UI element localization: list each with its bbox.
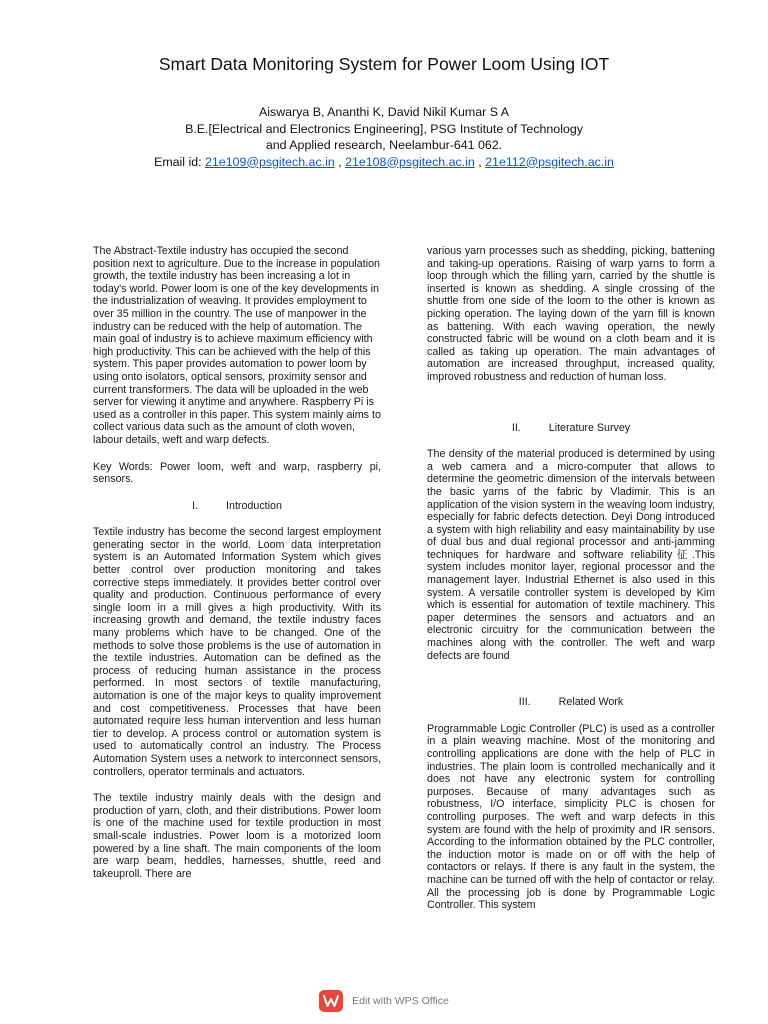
email-link-2[interactable]: 21e108@psgitech.ac.in <box>345 154 475 169</box>
email-link-1[interactable]: 21e109@psgitech.ac.in <box>205 154 335 169</box>
section-number: I. <box>192 499 199 512</box>
literature-paragraph: The density of the material produced is determined by using a web camera and a micro-computer that allows to determine the geometric dimension of the intervals between the basic yarns of the fabric by Vladimir. This is an application of the vision system in the weaving loom industry, especially for fabric defects detection. Deyi Dong introduced a system with high reliability and easy maintainability by use of dual bus and dual regional processor and anti-jamming techniques for hardware and software reliability征.This system includes monitor layer, regional processor and the management layer. Industrial Ethernet is also used in this system. A versatile controller system is developed by Kim which is essential for automation of textile machinery. This paper determines the sensors and actuators and an electronic circuitry for the communication between the machines along with the controller. The weft and warp defects are found <box>427 448 715 662</box>
email-label: Email id: <box>154 154 202 169</box>
wps-office-icon <box>319 990 343 1012</box>
section-number: II. <box>511 421 521 434</box>
related-work-heading <box>427 696 715 709</box>
keywords-text: Power loom, weft and warp, raspberry pi, sensors. <box>93 460 381 486</box>
paper-title: Smart Data Monitoring System for Power Loom Using IOT <box>158 54 610 74</box>
section-title: Literature Survey <box>548 421 631 434</box>
abstract-paragraph <box>93 245 381 447</box>
keywords-label: Key Words: <box>93 460 153 473</box>
author-block <box>0 104 768 170</box>
introduction-paragraph-1: Textile industry has become the second largest employment generating sector in the world. Loom data interpretation system is an Automated Information System which gives better control over production monitoring and takes corrective steps immediately. It provides better control over quality and production. Continuous performance of every single loom in a mill gives a high productivity. With its increasing growth and demand, the textile industry faces many problems which have to be changed. One of the methods to solve those problems is the use of automation in the textile industries. Automation can be defined as the process of reducing human assistance in the process performed. In most sectors of textile manufacturing, automation is one of the major keys to quality improvement and cost competitiveness. Processes that have been automated require less human intervention and less human tier to develop. A process control or automation system is used to automatically control an industry. The Process Automation System uses a network to interconnect sensors, controllers, operator terminals and actuators. <box>93 526 381 778</box>
related-work-paragraph: Programmable Logic Controller (PLC) is used as a controller in a plain weaving machine. Most of the monitoring and controlling applications are done with the help of PLC in industries. The plain loom is controlled mechanically and it does not have any electronic system for controlling purposes. Because of many advantages such as robustness, I/O interface, simplicity PLC is chosen for controlling purposes. The weft and warp defects in this system are found with the help of proximity and IR sensors. According to the information obtained by the PLC controller, the induction motor is made on or off with the help of contactors or relays. If there is any fault in the system, the machine can be turned off with the help of contactor or relay. All the processing job is done by Programmable Logic Controller. This system <box>427 722 715 912</box>
abstract-text: Textile industry has occupied the second position next to agriculture. Due to the increase in population growth, the textile industry has been increasing a lot in today's world. Power loom is one of the key developments in the industrialization of weaving. It provides employment to over 35 million in the country. The use of manpower in the industry can be reduced with the help of automation. The main goal of industry is to achieve maximum efficiency with high productivity. This can be achieved with the help of this system. This paper provides automation to power loom by using onto isolators, optical sensors, proximity sensor and current transformers. The data will be uploaded in the web server for viewing it anytime and anywhere. Raspberry Pi is used as a controller in this paper. This system mainly aims to collect various data such as the amount of cloth woven, labour details, weft and warp defects. <box>93 245 381 446</box>
introduction-heading <box>93 500 381 513</box>
keywords-paragraph <box>93 461 381 486</box>
email-link-3[interactable]: 21e112@psgitech.ac.in <box>485 154 614 169</box>
introduction-paragraph-3: various yarn processes such as shedding, picking, battening and taking-up operations. Raising of warp yarns to form a loop through which the filling yarn, carried by the shuttle is inserted is known as shedding. A single crossing of the shuttle from one side of the loom to the other is known as picking operation. The laying down of the yarn fill is known as battening. With each waving operation, the newly constructed fabric will be wound on a cloth beam and it is called as taking up operation. The main advantages of automation are increased throughput, increased quality, improved robustness and reduction of human loss. <box>427 245 715 383</box>
wps-footer[interactable] <box>0 990 768 1012</box>
section-number: III. <box>518 696 531 709</box>
abstract-label: The Abstract- <box>93 245 157 257</box>
email-separator: , <box>338 154 342 169</box>
affiliation-line-1: B.E.[Electrical and Electronics Engineering], PSG Institute of Technology <box>185 121 583 136</box>
email-line <box>0 154 768 171</box>
right-column <box>427 245 715 926</box>
section-title: Related Work <box>558 696 624 709</box>
wps-footer-label: Edit with WPS Office <box>352 995 449 1007</box>
left-column <box>93 245 381 894</box>
author-names: Aiswarya B, Ananthi K, David Nikil Kumar S A <box>259 105 509 119</box>
email-separator: , <box>478 154 482 169</box>
literature-heading <box>427 422 715 435</box>
introduction-paragraph-2: The textile industry mainly deals with the design and production of yarn, cloth, and their distributions. Power loom is one of the machine used for textile production in most small-scale industries. Power loom is a motorized loom powered by a line shaft. The main components of the loom are warp beam, heddles, harnesses, shuttle, reed and takeuproll. There are <box>93 792 381 880</box>
affiliation-line-2: and Applied research, Neelambur-641 062. <box>265 138 503 152</box>
section-title: Introduction <box>226 499 282 512</box>
